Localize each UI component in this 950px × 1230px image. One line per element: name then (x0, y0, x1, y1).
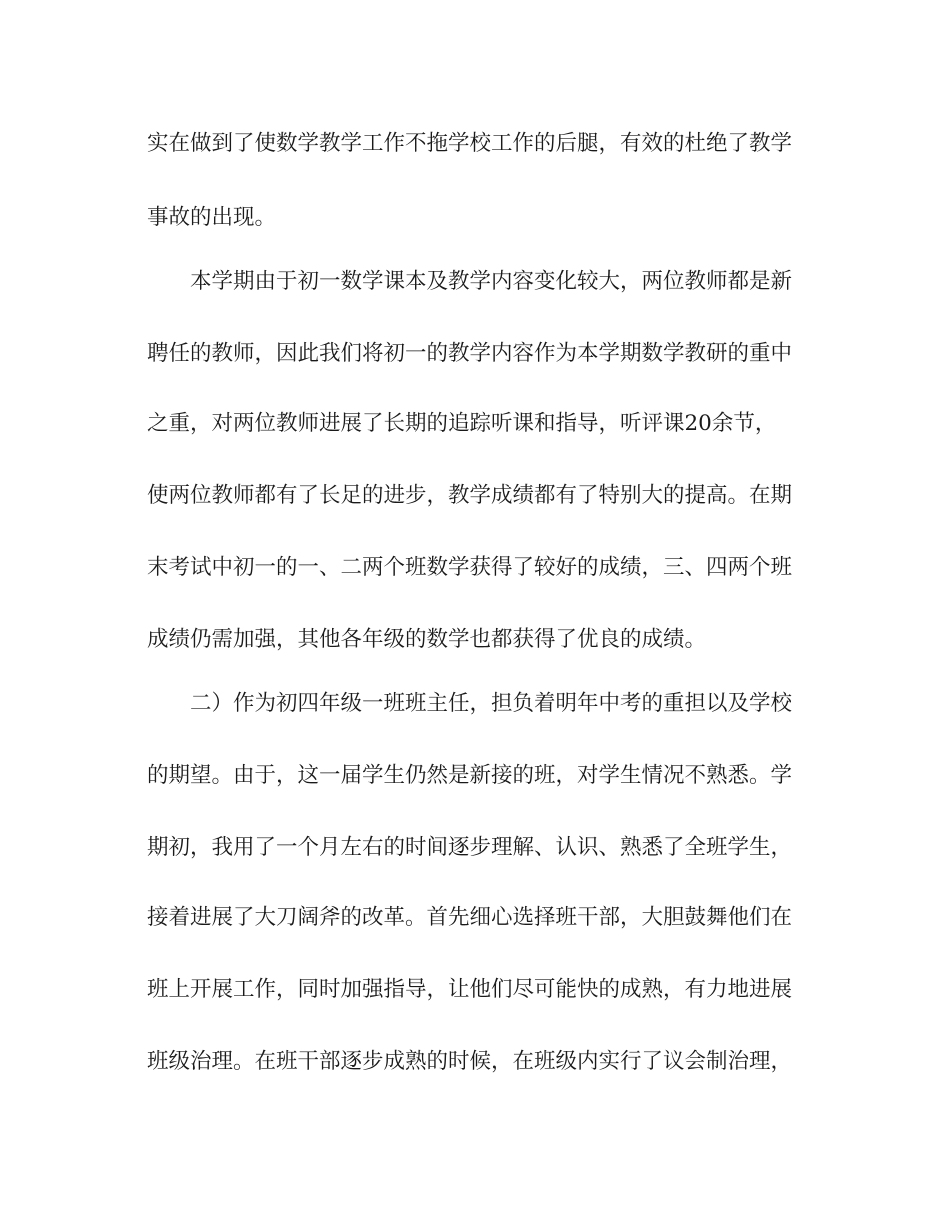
text-line: 接着进展了大刀阔斧的改革。首先细心选择班干部，大胆鼓舞他们在 (147, 905, 793, 930)
paragraph-start-line: 二）作为初四年级一班班主任，担负着明年中考的重担以及学校 (190, 691, 793, 716)
text-line: 之重，对两位教师进展了长期的追踪听课和指导，听评课20余节， (147, 411, 777, 436)
text-line: 的期望。由于，这一届学生仍然是新接的班，对学生情况不熟悉。学 (147, 763, 793, 788)
text-line: 成绩仍需加强，其他各年级的数学也都获得了优良的成绩。 (147, 627, 707, 652)
text-line: 期初，我用了一个月左右的时间逐步理解、认识、熟悉了全班学生， (147, 835, 793, 860)
text-line: 班级治理。在班干部逐步成熟的时候，在班级内实行了议会制治理， (147, 1049, 793, 1074)
text-line: 班上开展工作，同时加强指导，让他们尽可能快的成熟，有力地进展 (147, 977, 793, 1002)
text-line: 事故的出现。 (147, 205, 277, 230)
text-line: 使两位教师都有了长足的进步，教学成绩都有了特别大的提高。在期 (147, 483, 793, 508)
text-line: 末考试中初一的一、二两个班数学获得了较好的成绩，三、四两个班 (147, 555, 793, 580)
text-line: 聘任的教师，因此我们将初一的教学内容作为本学期数学教研的重中 (147, 341, 793, 366)
text-line: 实在做到了使数学教学工作不拖学校工作的后腿，有效的杜绝了教学 (147, 131, 793, 156)
paragraph-start-line: 本学期由于初一数学课本及教学内容变化较大，两位教师都是新 (190, 269, 793, 294)
